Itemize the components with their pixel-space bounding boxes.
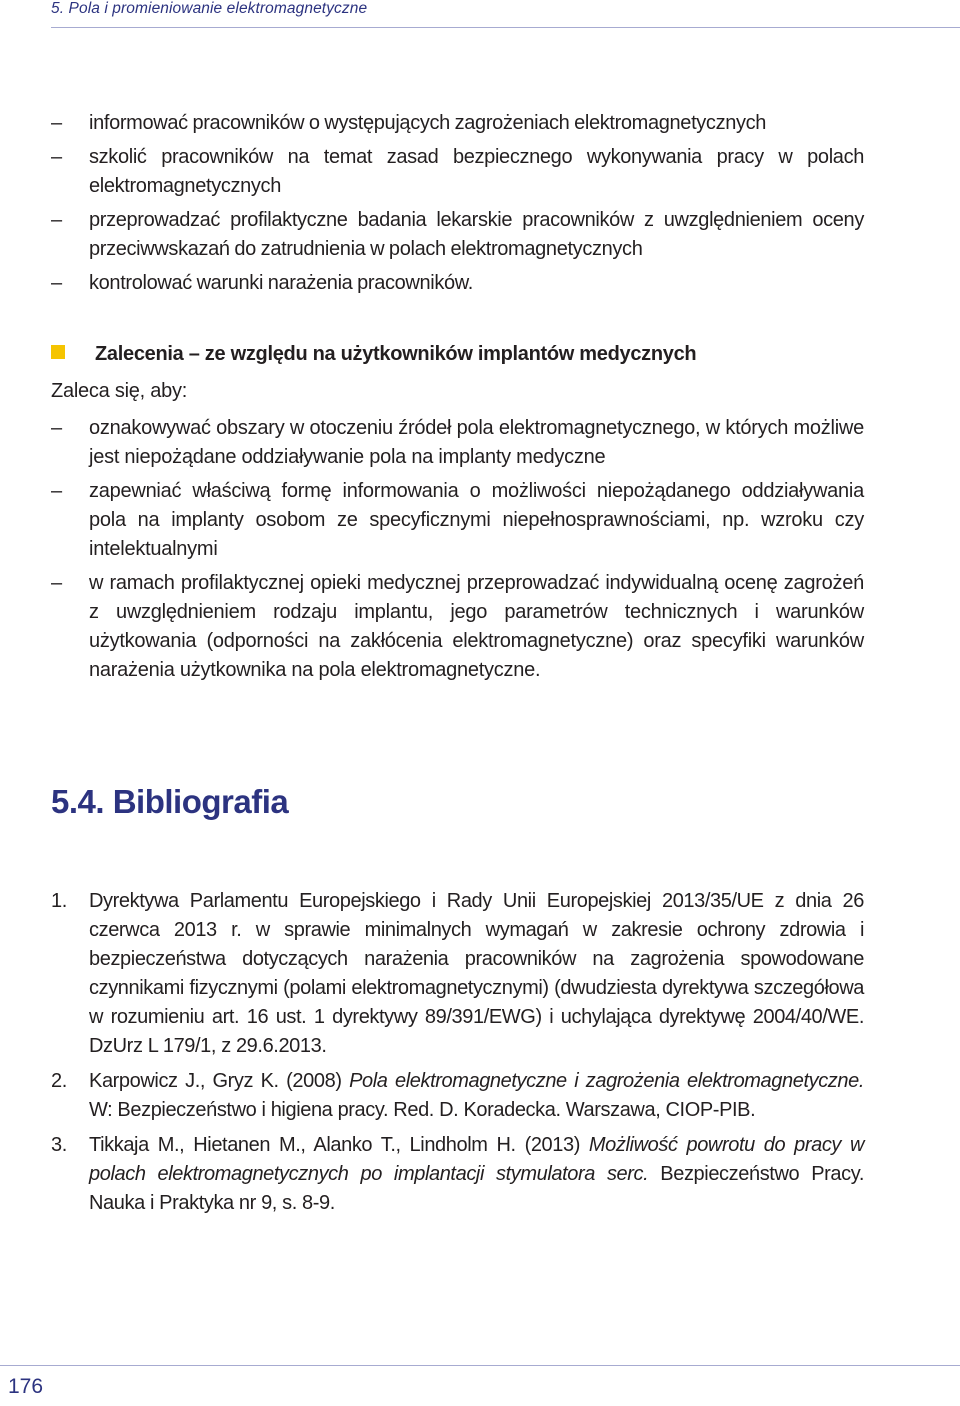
entry-rest: Bezpieczeństwo Pracy. Nauka i Praktyka nr 9, s. 8-9.: [89, 1163, 864, 1214]
entry-authors: Karpowicz J., Gryz K. (2008): [89, 1070, 342, 1092]
employer-obligations: [51, 109, 864, 303]
entry-title: Możliwość powrotu do pracy w polach elektromagnetycznych po implantacji stymulatora serc.: [89, 1134, 865, 1185]
list-item-text: kontrolować warunki narażenia pracowników.: [89, 272, 474, 294]
dash-marker: –: [51, 572, 62, 594]
running-header: 5. Pola i promieniowanie elektromagnetyczne: [51, 0, 368, 17]
entry-text: Dyrektywa Parlamentu Europejskiego i Rady Unii Europejskiej 2013/35/UE z dnia 26 czerwca 2013 r. w sprawie minimalnych wymagań w zakresie ochrony zdrowia i bezpieczeństwa dotyczących narażenia pracowników na zagrożenia spowodowane czynnikami fizycznymi (polami elektromagnetycznymi) (dwudziesta dyrektywa szczegółowa w rozumieniu art. 16 ust. 1 dyrektywy 89/391/EWG) i uchylająca dyrektywę 2004/40/WE. DzUrz L 179/1, z 29.6.2013.: [89, 890, 864, 1057]
list-item: [51, 477, 864, 564]
bibliography-title: 5.4. Bibliografia: [51, 783, 289, 820]
list-item: [51, 206, 864, 264]
entry-number: 3.: [51, 1134, 67, 1156]
list-item-text: szkolić pracowników na temat zasad bezpiecznego wykonywania pracy w polach elektromagnetycznych: [89, 146, 864, 197]
entry-authors: Tikkaja M., Hietanen M., Alanko T., Lindholm H. (2013): [89, 1134, 580, 1156]
employer-obligations-list: [51, 109, 864, 298]
implants-recommendations: [51, 414, 864, 690]
list-item-text: oznakowywać obszary w otoczeniu źródeł pola elektromagnetycznego, w których możliwe jest niepożądane oddziaływanie pola na implanty medyczne: [89, 417, 864, 468]
dash-marker: –: [51, 480, 62, 502]
bibliography-entry: [51, 1067, 864, 1125]
list-item-text: informować pracowników o występujących zagrożeniach elektromagnetycznych: [89, 112, 767, 134]
dash-marker: –: [51, 146, 62, 168]
header-divider: [51, 27, 960, 28]
entry-number: 2.: [51, 1070, 67, 1092]
list-item: [51, 109, 864, 138]
implants-heading-text: Zalecenia – ze względu na użytkowników implantów medycznych: [95, 343, 697, 365]
dash-marker: –: [51, 112, 62, 134]
implants-list: [51, 414, 864, 685]
list-item: [51, 569, 864, 685]
list-item: [51, 414, 864, 472]
page-number: 176: [8, 1375, 44, 1398]
bibliography-entry: [51, 1131, 864, 1218]
list-item: [51, 143, 864, 201]
bibliography: [51, 887, 864, 1224]
bibliography-list: [51, 887, 864, 1218]
bibliography-entry: [51, 887, 864, 1061]
list-item-text: zapewniać właściwą formę informowania o możliwości niepożądanego oddziaływania pola na implanty osobom ze specyficznymi niepełnosprawnościami, np. wzroku czy intelektualnymi: [89, 480, 864, 560]
dash-marker: –: [51, 417, 62, 439]
implants-subheading: [51, 343, 696, 366]
entry-number: 1.: [51, 890, 67, 912]
yellow-square-bullet-icon: [51, 345, 65, 359]
dash-marker: –: [51, 209, 62, 231]
dash-marker: –: [51, 272, 62, 294]
list-item: [51, 269, 864, 298]
implants-intro: Zaleca się, aby:: [51, 380, 188, 402]
entry-title: Pola elektromagnetyczne i zagrożenia elektromagnetyczne.: [349, 1070, 865, 1092]
list-item-text: w ramach profilaktycznej opieki medycznej przeprowadzać indywidualną ocenę zagrożeń z uwzględnieniem rodzaju implantu, jego parametrów technicznych i warunków użytkowania (odporności na zakłócenia elektromagnetyczne) oraz specyfiki warunków narażenia użytkownika na pola elektromagnetyczne.: [89, 572, 864, 681]
entry-rest: W: Bezpieczeństwo i higiena pracy. Red. D. Koradecka. Warszawa, CIOP-PIB.: [89, 1099, 756, 1121]
footer-divider: [0, 1365, 960, 1366]
list-item-text: przeprowadzać profilaktyczne badania lekarskie pracowników z uwzględnieniem oceny przeciwwskazań do zatrudnienia w polach elektromagnetycznych: [89, 209, 864, 260]
